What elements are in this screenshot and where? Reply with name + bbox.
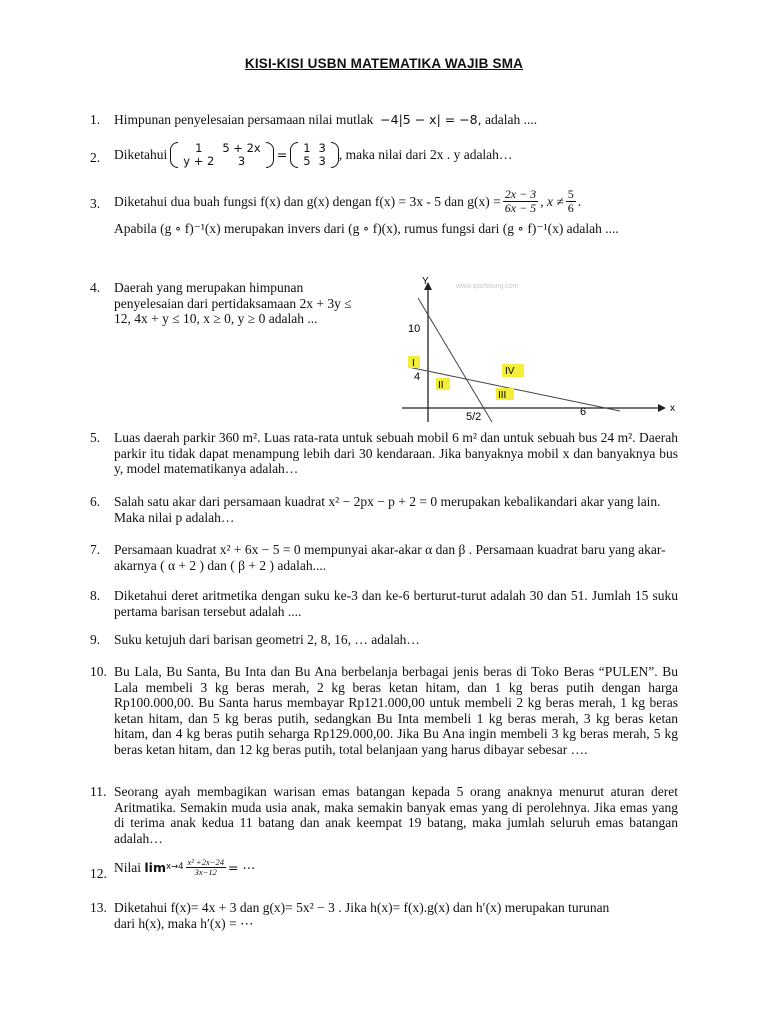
question-8 [90,588,678,619]
question-number: 11. [90,784,107,799]
question-number: 2. [90,150,101,165]
fraction: $\frac{2x - 3}{6x - 5}$ [504,187,537,215]
question-text: Daerah yang merupakan himpunan penyelesaian dari pertidaksamaan 2x + 3y ≤ 12, 4x + y ≤ 10, x ≥ 0, y ≥ 0 adalah ... [114,280,352,326]
question-tail: adalah .... [485,112,538,127]
question-13 [90,900,678,931]
question-11 [90,784,678,846]
question-text: Nilai [114,859,141,875]
fraction: $\frac{5}{6}$ [567,187,574,215]
y-tick-4: 4 [414,371,421,383]
question-9 [90,632,678,648]
question-text-line2: dari h(x), maka h′(x) = ⋯ [114,915,254,931]
fraction: $\frac{\text{x² +2x−24}}{3x-12}$ [187,857,224,877]
question-number: 3. [90,196,101,211]
question-text: Luas daerah parkir 360 m². Luas rata-rata untuk sebuah mobil 6 m² dan untuk sebuah bus 24 m². Daerah parkir itu tidak dapat menampung lebih dari 30 kendaraan. Jika banyaknya mobil x dan banyaknya bus y, model matematikanya adalah… [114,430,678,476]
y-axis-label: Y [422,276,429,287]
question-12 [90,857,678,881]
question-number: 12. [90,866,107,881]
question-number: 6. [90,494,101,509]
x-tick-6: 6 [580,406,587,418]
condition: , x ≠ [540,193,564,209]
question-7 [90,542,678,573]
line-4x-plus-y-10 [418,298,492,422]
x-axis-label: x [670,403,675,414]
question-5 [90,430,678,477]
question-text-line2: Apabila (g ∘ f)⁻¹(x) merupakan invers dari (g ∘ f)(x), rumus fungsi dari (g ∘ f)⁻¹(x) adalah .... [114,221,619,236]
question-tail: = ⋯ [228,859,255,875]
question-text: Himpunan penyelesaian persamaan nilai mutlak [114,112,374,127]
question-10 [90,664,678,757]
question-number: 10. [90,664,107,679]
question-number: 8. [90,588,101,603]
question-1 [90,112,678,128]
x-axis-arrow-icon [658,404,666,412]
feasible-region-graph [396,274,675,426]
region-i-label: I [412,358,415,369]
region-ii-label: II [438,380,444,391]
equation: −4|5 − x| = −8, [380,112,482,127]
matrix-left: 1 5 + 2x y + 2 3 [170,142,273,168]
question-number: 7. [90,542,101,557]
question-text: Suku ketujuh dari barisan geometri 2, 8, 16, … adalah… [114,632,420,647]
document-title: KISI-KISI USBN MATEMATIKA WAJIB SMA [244,56,524,71]
question-number: 13. [90,900,107,915]
question-text: Bu Lala, Bu Santa, Bu Inta dan Bu Ana berbelanja berbagai jenis beras di Toko Beras “PULEN”. Bu Lala membeli 3 kg beras merah, 2 kg beras ketan hitam, dan 1 kg beras putih dengan harga Rp100.000,00. Bu Santa harus membayar Rp121.000,00 untuk membeli 2 kg beras merah, 1 kg beras ketan hitam, dan 5 kg beras putih, sedangkan Bu Inta membeli 1 kg beras merah, 3 kg beras ketan hitam, dan 4 kg beras putih seharga Rp129.000,00. Jika Bu Ana ingin membeli 3 kg beras merah, 5 kg beras ketan hitam, dan 12 kg beras putih, total belanjaan yang harus dibayar sebesar …. [114,664,678,757]
question-number: 5. [90,430,101,445]
x-tick-5-2: 5/2 [466,411,482,423]
question-4 [90,280,360,327]
question-text: Persamaan kuadrat x² + 6x − 5 = 0 mempunyai akar-akar α dan β . Persamaan kuadrat baru yang akar-akarnya ( α + 2 ) dan ( β + 2 ) adalah.... [114,542,666,573]
region-iv-label: IV [505,366,515,377]
question-2 [90,142,678,168]
watermark: www.ajarhitung.com [456,283,519,290]
question-text: Diketahui deret aritmetika dengan suku ke-3 dan ke-6 berturut-turut adalah 30 dan 51. Jumlah 15 suku pertama barisan tersebut adalah .... [114,588,678,619]
equals-sign: = [276,147,288,163]
limit-operator: lim [144,859,166,875]
question-text-line1: Diketahui f(x)= 4x + 3 dan g(x)= 5x² − 3 . Jika h(x)= f(x).g(x) dan h′(x) merupakan turunan [114,900,610,915]
question-number: 9. [90,632,101,647]
matrix-right: 1 3 5 3 [290,142,339,168]
question-text: Diketahui [114,147,168,163]
region-iii-label: III [498,390,507,401]
question-text: Seorang ayah membagikan warisan emas batangan kepada 5 orang anaknya menurut aturan deret Aritmatika. Semakin muda usia anak, maka semakin banyak emas yang di perolehnya. Jika emas yang di terima anak kedua 11 batang dan anak keempat 19 batang, maka jumlah seluruh emas batangan adalah… [114,784,678,846]
question-number: 4. [90,280,101,295]
question-number: 1. [90,112,101,127]
question-text: Diketahui dua buah fungsi f(x) dan g(x) dengan f(x) = 3x - 5 dan g(x) = [114,193,501,209]
question-6 [90,494,678,525]
question-text: Salah satu akar dari persamaan kuadrat x² − 2px − p + 2 = 0 merupakan kebalikandari akar yang lain. Maka nilai p adalah… [114,494,661,525]
limit-subscript: x→4 [165,861,184,872]
question-tail: , maka nilai dari 2x . y adalah… [338,147,513,163]
question-3: 3. Diketahui dua buah fungsi f(x) dan g(x) dengan f(x) = 3x - 5 dan g(x) = $\frac{2x - 3}{6x - 5}$ , x ≠ $\frac{5}{6}$ . Apabila (g ∘ f)⁻¹(x) merupakan invers dari (g ∘ f)(x), rumus fungsi dari (g ∘ f)⁻¹(x) adalah .... [90,188,678,237]
y-tick-10: 10 [408,323,421,335]
